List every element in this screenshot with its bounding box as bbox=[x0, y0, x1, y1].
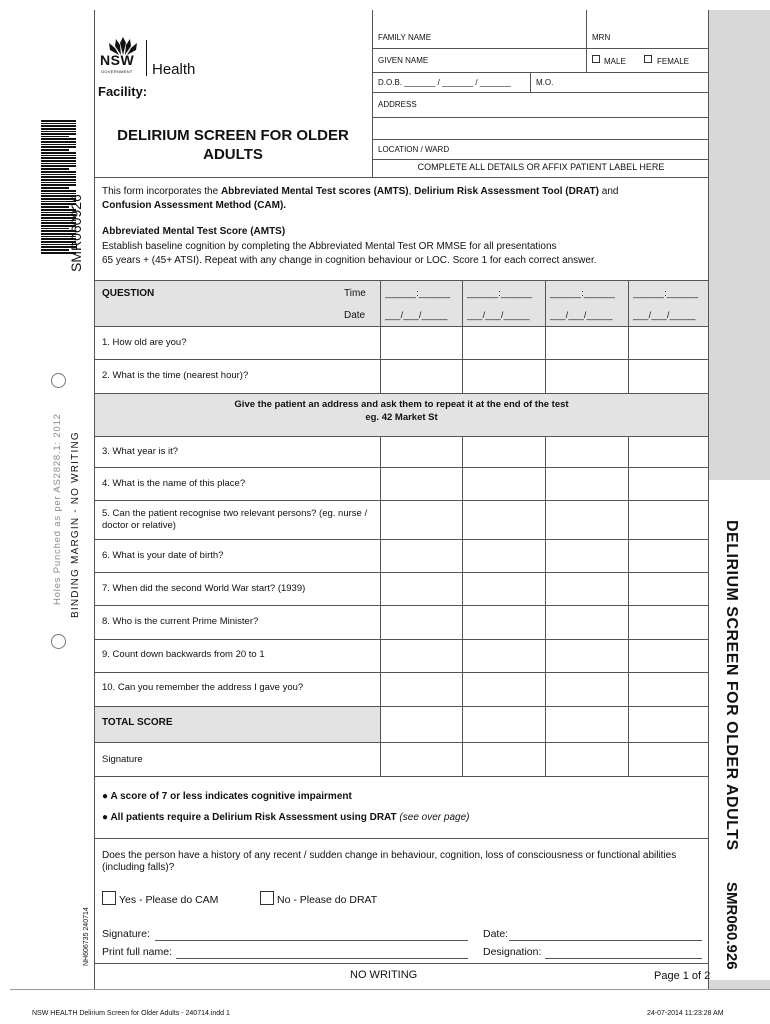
no-option[interactable]: No - Please do DRAT bbox=[260, 891, 377, 906]
address-instruction: Give the patient an address and ask them to repeat it at the end of the test eg. 42 Market St bbox=[234, 399, 569, 423]
page-number: Page 1 of 2 bbox=[654, 970, 711, 982]
date-slot-2[interactable]: ___/___/_____ bbox=[467, 310, 530, 320]
form-title: DELIRIUM SCREEN FOR OLDER ADULTS bbox=[117, 127, 349, 163]
question-1: 1. How old are you? bbox=[102, 337, 187, 348]
time-label: Time bbox=[344, 288, 366, 299]
holes-punched-note: Holes Punched as per AS2828.1: 2012 bbox=[52, 413, 63, 605]
question-9: 9. Count down backwards from 20 to 1 bbox=[102, 649, 265, 660]
location-ward-label: LOCATION / WARD bbox=[378, 145, 450, 154]
female-checkbox[interactable] bbox=[644, 55, 652, 63]
question-10: 10. Can you remember the address I gave you? bbox=[102, 682, 304, 693]
amts-title: Abbreviated Mental Test Score (AMTS) bbox=[102, 226, 286, 237]
form-code: NH606735 240714 bbox=[83, 907, 90, 966]
barcode-text: SMR060926 bbox=[68, 194, 84, 272]
question-7: 7. When did the second World War start? (1939) bbox=[102, 583, 306, 594]
facility-label: Facility: bbox=[98, 84, 148, 99]
punch-hole-top bbox=[51, 373, 66, 388]
history-date-label: Date: bbox=[483, 928, 509, 940]
signature-label: Signature bbox=[102, 754, 143, 765]
no-checkbox[interactable] bbox=[260, 891, 274, 905]
print-name-label: Print full name: bbox=[102, 946, 173, 958]
male-label: MALE bbox=[604, 57, 626, 66]
address-label: ADDRESS bbox=[378, 100, 417, 109]
date-label: Date bbox=[344, 310, 366, 321]
history-date-field[interactable] bbox=[509, 940, 702, 941]
total-score-label: TOTAL SCORE bbox=[102, 717, 173, 728]
time-slot-2[interactable]: ______:______ bbox=[467, 288, 533, 298]
logo-nsw: NSW bbox=[100, 52, 135, 68]
history-signature-label: Signature: bbox=[102, 928, 150, 940]
question-5: 5. Can the patient recognise two relevant persons? (eg. nurse / doctor or relative) bbox=[102, 508, 368, 531]
question-2: 2. What is the time (nearest hour)? bbox=[102, 370, 249, 381]
print-timestamp: 24-07-2014 11:23:28 AM bbox=[647, 1010, 724, 1017]
bullet-cognitive-impairment: ● A score of 7 or less indicates cognitive impairment bbox=[102, 791, 352, 802]
date-slot-4[interactable]: ___/___/_____ bbox=[633, 310, 696, 320]
logo-government: GOVERNMENT bbox=[101, 69, 133, 74]
question-6: 6. What is your date of birth? bbox=[102, 550, 224, 561]
date-slot-3[interactable]: ___/___/_____ bbox=[550, 310, 613, 320]
bullet-drat-required: ● All patients require a Delirium Risk Assessment using DRAT (see over page) bbox=[102, 812, 470, 823]
given-name-label: GIVEN NAME bbox=[378, 56, 429, 65]
logo-health: Health bbox=[152, 61, 196, 78]
side-form-code: SMR060.926 bbox=[723, 882, 740, 970]
history-question: Does the person have a history of any recent / sudden change in behaviour, cognition, loss of consciousness or functional abilities (including falls)? bbox=[102, 850, 677, 873]
date-slot-1[interactable]: ___/___/_____ bbox=[385, 310, 448, 320]
side-title: DELIRIUM SCREEN FOR OLDER ADULTS bbox=[723, 520, 740, 851]
mrn-label: MRN bbox=[592, 33, 611, 42]
intro-text: This form incorporates the Abbreviated Mental Test scores (AMTS), Delirium Risk Assessment Tool (DRAT) and Confusion Assessment Method (CAM). bbox=[102, 186, 619, 211]
amts-instructions: Establish baseline cognition by completing the Abbreviated Mental Test OR MMSE for all presentations 65 years + (45+ ATSI). Repeat with any change in cognition behaviour or LOC. Score 1 for each correct answer. bbox=[102, 241, 597, 266]
question-4: 4. What is the name of this place? bbox=[102, 478, 246, 489]
female-label: FEMALE bbox=[657, 57, 690, 66]
patient-label-instruction: COMPLETE ALL DETAILS OR AFFIX PATIENT LABEL HERE bbox=[417, 162, 665, 172]
binding-margin-label: BINDING MARGIN - NO WRITING bbox=[70, 431, 81, 618]
time-slot-4[interactable]: ______:______ bbox=[633, 288, 699, 298]
file-name: NSW HEALTH Delirium Screen for Older Adults - 240714.indd 1 bbox=[32, 1010, 230, 1017]
designation-field[interactable] bbox=[545, 958, 702, 959]
family-name-label: FAMILY NAME bbox=[378, 33, 432, 42]
no-writing-label: NO WRITING bbox=[350, 969, 418, 981]
time-slot-1[interactable]: ______:______ bbox=[385, 288, 451, 298]
time-slot-3[interactable]: ______:______ bbox=[550, 288, 616, 298]
male-checkbox[interactable] bbox=[592, 55, 600, 63]
question-column-header: QUESTION bbox=[102, 288, 155, 299]
punch-hole-bottom bbox=[51, 634, 66, 649]
yes-checkbox[interactable] bbox=[102, 891, 116, 905]
mo-label: M.O. bbox=[536, 78, 554, 87]
print-name-field[interactable] bbox=[176, 958, 468, 959]
question-3: 3. What year is it? bbox=[102, 446, 179, 457]
dob-field[interactable]: D.O.B. _______ / _______ / _______ bbox=[378, 78, 511, 87]
question-8: 8. Who is the current Prime Minister? bbox=[102, 616, 259, 627]
history-signature-field[interactable] bbox=[155, 940, 468, 941]
designation-label: Designation: bbox=[483, 946, 542, 958]
yes-option[interactable]: Yes - Please do CAM bbox=[102, 891, 218, 906]
